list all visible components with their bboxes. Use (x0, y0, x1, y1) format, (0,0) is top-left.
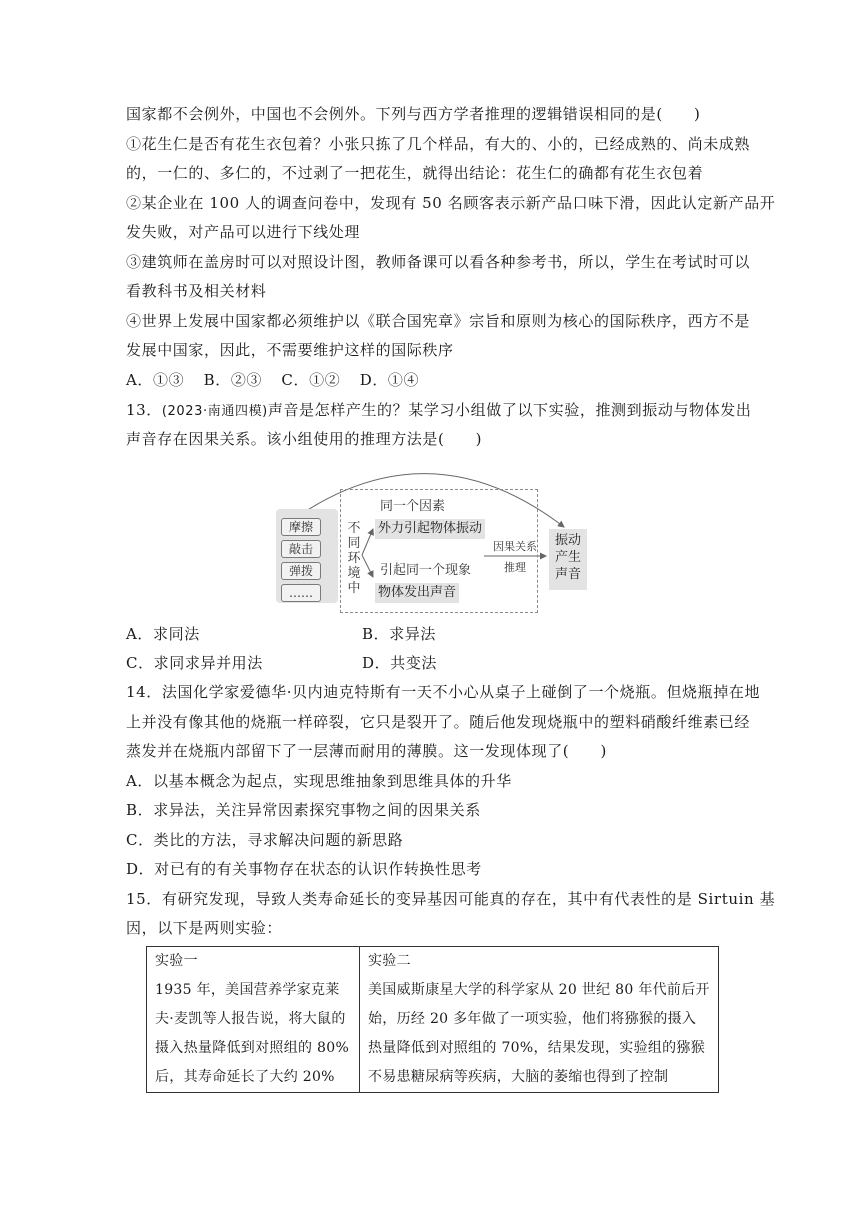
q13-source: (2023·南通四模) (161, 404, 268, 419)
q12-option-b[interactable]: B．②③ (203, 371, 263, 389)
experiment-1-line: 1935 年，美国营养学家克莱 (155, 982, 340, 998)
experiment-2-line: 始，历经 20 多年做了一项实验，他们将猕猴的摄入 (368, 1011, 697, 1027)
cause-pluck: 弹拨 (281, 562, 321, 580)
q12-statement-2-cont: 发失败，对产品可以进行下线处理 (126, 223, 361, 241)
q14-option-a[interactable]: A．以基本概念为起点，实现思维抽象到思维具体的升华 (126, 772, 512, 790)
vertical-label: 不 同 环 境 中 (347, 521, 361, 596)
q12-statement-3-cont: 看教科书及相关材料 (126, 282, 267, 300)
bottom-box: 物体发出声音 (375, 583, 459, 603)
q12-option-c[interactable]: C．①② (281, 371, 341, 389)
q13-stem-cont: 声音存在因果关系。该小组使用的推理方法是( ) (126, 430, 483, 448)
q15-stem: 15．有研究发现，导致人类寿命延长的变异基因可能真的存在，其中有代表性的是 Sirtuin 基 (126, 890, 776, 908)
q15-stem-cont: 因，以下是两则实验： (126, 919, 283, 937)
q14-option-b[interactable]: B．求异法，关注异常因素探究事物之间的因果关系 (126, 801, 481, 819)
cause-strike: 敲击 (281, 540, 321, 558)
reasoning-diagram (276, 459, 594, 617)
q14-option-c[interactable]: C．类比的方法，寻求解决问题的新思路 (126, 831, 404, 849)
result-box: 振动 产生 声音 (549, 529, 587, 590)
q12-option-a[interactable]: A．①③ (126, 371, 185, 389)
experiment-2-line: 热量降低到对照组的 70%，结果发现，实验组的猕猴 (368, 1040, 706, 1056)
q13-number: 13． (126, 401, 162, 419)
q12-statement-1: ①花生仁是否有花生衣包着？小张只拣了几个样品，有大的、小的，已经成熟的、尚未成熟 (126, 135, 751, 153)
q13-option-b[interactable]: B．求异法 (362, 625, 437, 643)
q12-statement-1-cont: 的，一仁的、多仁的，不过剥了一把花生，就得出结论：花生仁的确都有花生衣包着 (126, 164, 704, 182)
q13-option-c[interactable]: C．求同求异并用法 (126, 654, 263, 672)
q12-statement-4-cont: 发展中国家，因此，不需要维护这样的国际秩序 (126, 341, 454, 359)
experiment-1-line: 摄入热量降低到对照组的 80% (155, 1040, 350, 1056)
top-box: 外力引起物体振动 (375, 519, 485, 539)
q12-option-d[interactable]: D．①④ (359, 371, 420, 389)
cause-friction: 摩擦 (281, 518, 321, 536)
experiment-2-title: 实验二 (368, 953, 411, 969)
q12-statement-2: ②某企业在 100 人的调查问卷中，发现有 50 名顾客表示新产品口味下滑，因此认定新产品开 (126, 194, 776, 212)
bottom-label: 引起同一个现象 (380, 563, 472, 578)
q14-stem-cont-1: 上并没有像其他的烧瓶一样碎裂，它只是裂开了。随后他发现烧瓶中的塑料硝酸纤维素已经 (126, 713, 751, 731)
q14-stem-cont-2: 蒸发并在烧瓶内部留下了一层薄而耐用的薄膜。这一发现体现了( ) (126, 742, 607, 760)
experiment-2-line: 美国威斯康星大学的科学家从 20 世纪 80 年代前后开 (368, 982, 710, 998)
q13-stem (126, 400, 752, 422)
q12-options (126, 370, 738, 390)
q12-stem: 国家都不会例外，中国也不会例外。下列与西方学者推理的逻辑错误相同的是( ) (126, 105, 701, 123)
q13-option-d[interactable]: D．共变法 (362, 654, 438, 672)
experiments-table (146, 946, 719, 1093)
causes-group (276, 509, 338, 603)
cause-ellipsis: …… (281, 584, 321, 602)
experiment-1-cell (147, 947, 360, 1093)
q12-statement-3: ③建筑师在盖房时可以对照设计图，教师备课可以看各种参考书，所以，学生在考试时可以 (126, 253, 751, 271)
arrow-label-top: 因果关系 (493, 540, 537, 553)
q13-stem-text: 声音是怎样产生的？某学习小组做了以下实验，推测到振动与物体发出 (267, 401, 752, 419)
experiment-1-line: 后，其寿命延长了大约 20% (155, 1069, 335, 1085)
q12-statement-4: ④世界上发展中国家都必须维护以《联合国宪章》宗旨和原则为核心的国际秩序，西方不是 (126, 312, 751, 330)
top-label: 同一个因素 (380, 499, 446, 514)
q14-stem: 14．法国化学家爱德华·贝内迪克特斯有一天不小心从桌子上碰倒了一个烧瓶。但烧瓶掉在地 (126, 683, 761, 701)
experiment-2-cell (360, 947, 719, 1093)
experiment-2-line: 不易患糖尿病等疾病，大脑的萎缩也得到了控制 (368, 1069, 669, 1085)
experiment-1-line: 夫·麦凯等人报告说，将大鼠的 (155, 1011, 346, 1027)
arrow-label-bottom: 推理 (504, 561, 526, 574)
experiment-1-title: 实验一 (155, 953, 198, 969)
q14-option-d[interactable]: D．对已有的有关事物存在状态的认识作转换性思考 (126, 860, 482, 878)
q13-option-a[interactable]: A．求同法 (126, 625, 200, 643)
